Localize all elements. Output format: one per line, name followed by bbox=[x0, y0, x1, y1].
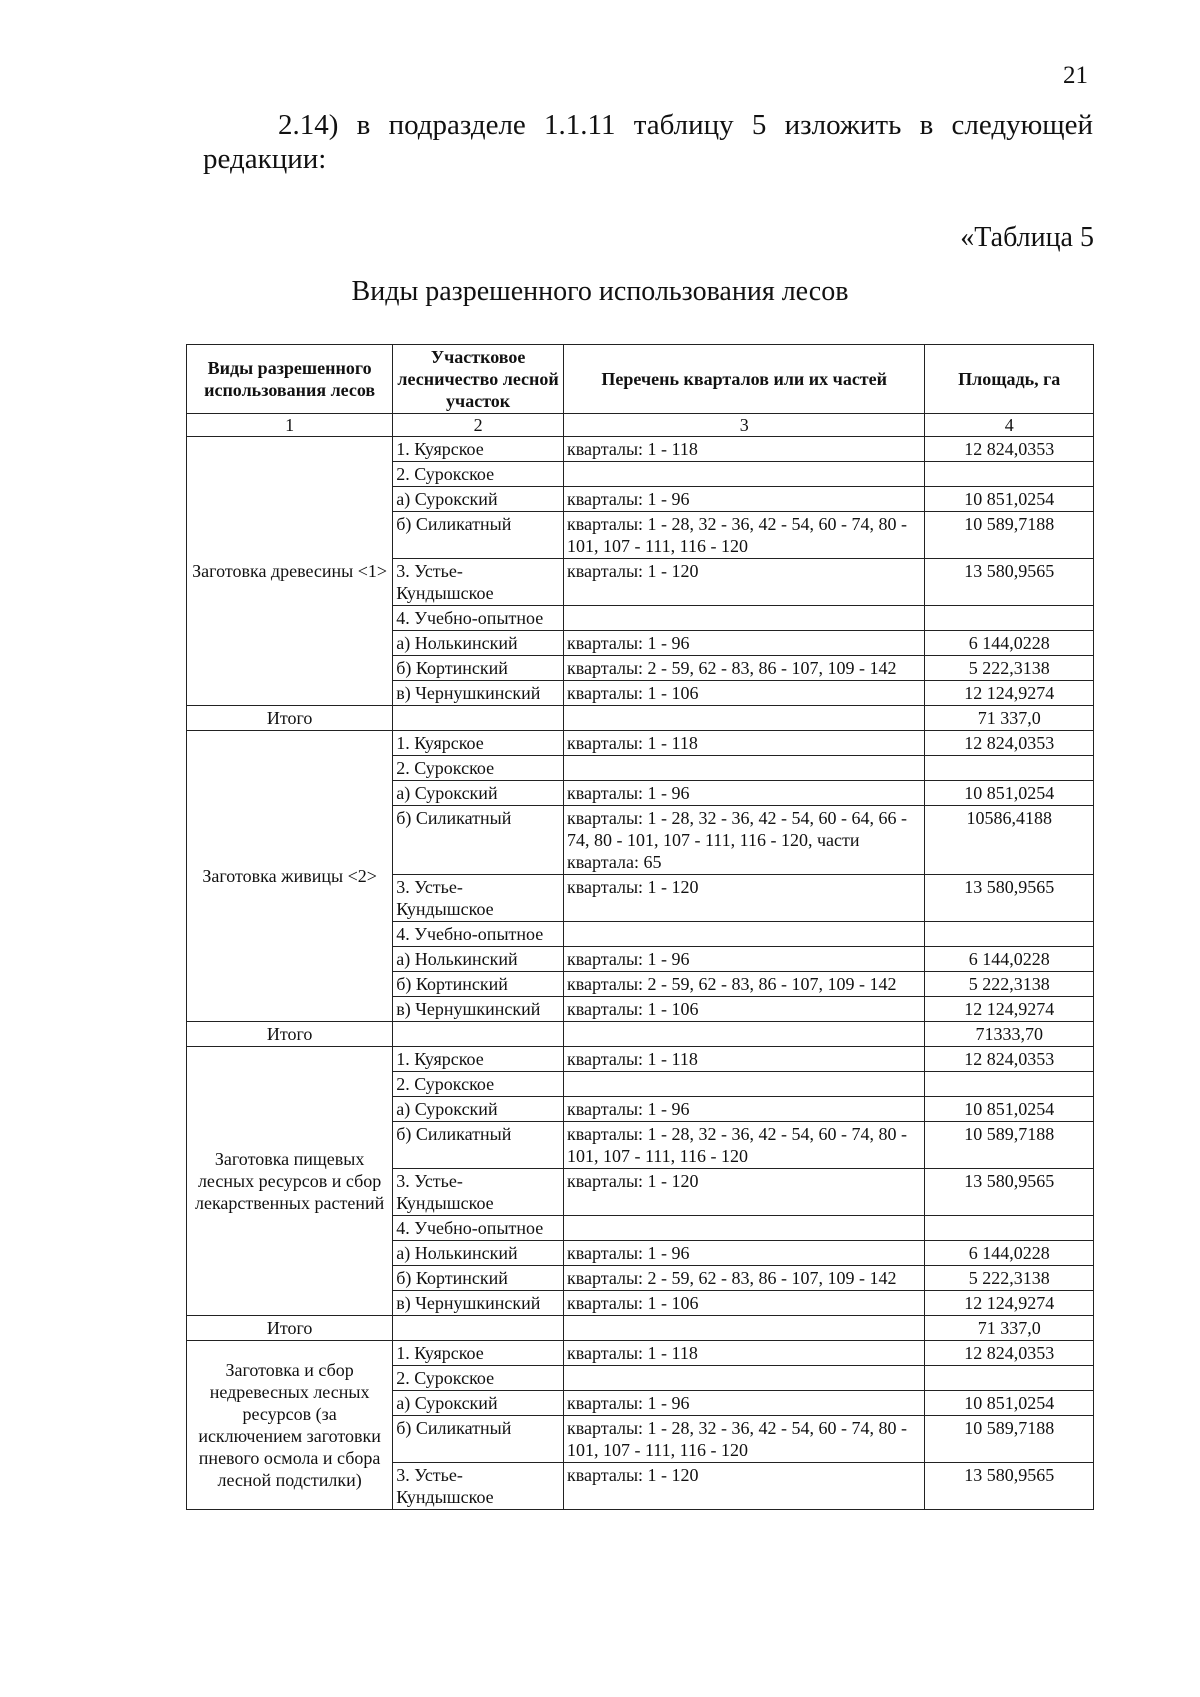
forestry-cell: а) Нолькинский bbox=[393, 1241, 564, 1266]
forestry-cell: 3. Устье-Кундышское bbox=[393, 1463, 564, 1510]
forestry-cell: 4. Учебно-опытное bbox=[393, 606, 564, 631]
quarters-cell bbox=[563, 756, 924, 781]
forest-use-table bbox=[186, 344, 1094, 1510]
quarters-cell: кварталы: 2 - 59, 62 - 83, 86 - 107, 109 - 142 bbox=[563, 656, 924, 681]
quarters-cell: кварталы: 2 - 59, 62 - 83, 86 - 107, 109 - 142 bbox=[563, 1266, 924, 1291]
empty-cell bbox=[393, 1022, 564, 1047]
area-cell: 13 580,9565 bbox=[925, 875, 1094, 922]
use-type-cell: Заготовка древесины <1> bbox=[187, 437, 393, 706]
area-cell bbox=[925, 1366, 1094, 1391]
area-cell: 6 144,0228 bbox=[925, 947, 1094, 972]
table-title: Виды разрешенного использования лесов bbox=[351, 276, 849, 307]
area-cell: 5 222,3138 bbox=[925, 1266, 1094, 1291]
table-body bbox=[187, 437, 1094, 1510]
forestry-cell: 2. Сурокское bbox=[393, 756, 564, 781]
quarters-cell: кварталы: 1 - 96 bbox=[563, 781, 924, 806]
area-cell: 12 824,0353 bbox=[925, 731, 1094, 756]
quarters-cell: кварталы: 1 - 118 bbox=[563, 731, 924, 756]
header-use-type: Виды разрешенного использования лесов bbox=[187, 345, 393, 414]
area-cell: 12 124,9274 bbox=[925, 997, 1094, 1022]
quarters-cell: кварталы: 1 - 28, 32 - 36, 42 - 54, 60 - 74, 80 - 101, 107 - 111, 116 - 120 bbox=[563, 512, 924, 559]
column-number: 1 bbox=[187, 414, 393, 437]
column-number-row bbox=[187, 414, 1094, 437]
total-area: 71 337,0 bbox=[925, 706, 1094, 731]
forestry-cell: 2. Сурокское bbox=[393, 462, 564, 487]
forestry-cell: 2. Сурокское bbox=[393, 1366, 564, 1391]
column-number: 3 bbox=[563, 414, 924, 437]
quarters-cell: кварталы: 1 - 96 bbox=[563, 947, 924, 972]
area-cell bbox=[925, 462, 1094, 487]
forestry-cell: 3. Устье-Кундышское bbox=[393, 875, 564, 922]
forestry-cell: б) Кортинский bbox=[393, 1266, 564, 1291]
quarters-cell bbox=[563, 1072, 924, 1097]
area-cell bbox=[925, 756, 1094, 781]
total-area: 71 337,0 bbox=[925, 1316, 1094, 1341]
header-quarters: Перечень кварталов или их частей bbox=[563, 345, 924, 414]
quarters-cell bbox=[563, 1366, 924, 1391]
area-cell: 10 851,0254 bbox=[925, 1391, 1094, 1416]
area-cell: 13 580,9565 bbox=[925, 1169, 1094, 1216]
total-row bbox=[187, 706, 1094, 731]
area-cell: 12 124,9274 bbox=[925, 1291, 1094, 1316]
forestry-cell: 1. Куярское bbox=[393, 1047, 564, 1072]
quarters-cell: кварталы: 1 - 96 bbox=[563, 1391, 924, 1416]
forestry-cell: 1. Куярское bbox=[393, 1341, 564, 1366]
area-cell bbox=[925, 1216, 1094, 1241]
quarters-cell: кварталы: 1 - 96 bbox=[563, 1097, 924, 1122]
forestry-cell: 4. Учебно-опытное bbox=[393, 922, 564, 947]
area-cell: 10 589,7188 bbox=[925, 512, 1094, 559]
quarters-cell: кварталы: 1 - 106 bbox=[563, 681, 924, 706]
quarters-cell bbox=[563, 1216, 924, 1241]
quarters-cell: кварталы: 2 - 59, 62 - 83, 86 - 107, 109 - 142 bbox=[563, 972, 924, 997]
quarters-cell bbox=[563, 462, 924, 487]
column-number: 4 bbox=[925, 414, 1094, 437]
quarters-cell: кварталы: 1 - 118 bbox=[563, 1047, 924, 1072]
forestry-cell: 4. Учебно-опытное bbox=[393, 1216, 564, 1241]
area-cell: 12 824,0353 bbox=[925, 437, 1094, 462]
forestry-cell: 1. Куярское bbox=[393, 437, 564, 462]
area-cell: 13 580,9565 bbox=[925, 1463, 1094, 1510]
forestry-cell: в) Чернушкинский bbox=[393, 997, 564, 1022]
quarters-cell: кварталы: 1 - 28, 32 - 36, 42 - 54, 60 - 74, 80 - 101, 107 - 111, 116 - 120 bbox=[563, 1122, 924, 1169]
forestry-cell: б) Силикатный bbox=[393, 806, 564, 875]
area-cell: 12 124,9274 bbox=[925, 681, 1094, 706]
area-cell: 5 222,3138 bbox=[925, 656, 1094, 681]
empty-cell bbox=[563, 1022, 924, 1047]
area-cell: 13 580,9565 bbox=[925, 559, 1094, 606]
table-row bbox=[187, 437, 1094, 462]
forestry-cell: а) Нолькинский bbox=[393, 947, 564, 972]
quarters-cell: кварталы: 1 - 28, 32 - 36, 42 - 54, 60 - 74, 80 - 101, 107 - 111, 116 - 120 bbox=[563, 1416, 924, 1463]
total-row bbox=[187, 1316, 1094, 1341]
intro-paragraph bbox=[203, 108, 1093, 176]
use-type-cell: Заготовка пищевых лесных ресурсов и сбор лекарственных растений bbox=[187, 1047, 393, 1316]
area-cell bbox=[925, 606, 1094, 631]
area-cell: 12 824,0353 bbox=[925, 1341, 1094, 1366]
area-cell: 6 144,0228 bbox=[925, 631, 1094, 656]
intro-line-2: редакции: bbox=[203, 143, 327, 175]
forestry-cell: б) Кортинский bbox=[393, 656, 564, 681]
header-area: Площадь, га bbox=[925, 345, 1094, 414]
forestry-cell: б) Силикатный bbox=[393, 1416, 564, 1463]
empty-cell bbox=[393, 1316, 564, 1341]
quarters-cell: кварталы: 1 - 118 bbox=[563, 437, 924, 462]
area-cell: 10 851,0254 bbox=[925, 781, 1094, 806]
use-type-cell: Заготовка и сбор недревесных лесных ресурсов (за исключением заготовки пневого осмола и сбора лесной подстилки) bbox=[187, 1341, 393, 1510]
forestry-cell: 2. Сурокское bbox=[393, 1072, 564, 1097]
intro-line-1: 2.14) в подразделе 1.1.11 таблицу 5 изложить в следующей bbox=[278, 109, 1093, 141]
total-label: Итого bbox=[187, 706, 393, 731]
total-label: Итого bbox=[187, 1316, 393, 1341]
forestry-cell: а) Сурокский bbox=[393, 487, 564, 512]
header-forestry: Участковое лесничество лесной участок bbox=[393, 345, 564, 414]
column-number: 2 bbox=[393, 414, 564, 437]
header-row bbox=[187, 345, 1094, 414]
table-row bbox=[187, 731, 1094, 756]
quarters-cell: кварталы: 1 - 28, 32 - 36, 42 - 54, 60 - 64, 66 - 74, 80 - 101, 107 - 111, 116 - 120, части квартала: 65 bbox=[563, 806, 924, 875]
quarters-cell: кварталы: 1 - 96 bbox=[563, 1241, 924, 1266]
forestry-cell: б) Кортинский bbox=[393, 972, 564, 997]
total-row bbox=[187, 1022, 1094, 1047]
area-cell: 10586,4188 bbox=[925, 806, 1094, 875]
quarters-cell: кварталы: 1 - 96 bbox=[563, 631, 924, 656]
forestry-cell: 3. Устье-Кундышское bbox=[393, 559, 564, 606]
quarters-cell: кварталы: 1 - 120 bbox=[563, 1463, 924, 1510]
area-cell: 10 851,0254 bbox=[925, 487, 1094, 512]
quarters-cell: кварталы: 1 - 96 bbox=[563, 487, 924, 512]
quarters-cell: кварталы: 1 - 120 bbox=[563, 875, 924, 922]
area-cell: 6 144,0228 bbox=[925, 1241, 1094, 1266]
forestry-cell: б) Силикатный bbox=[393, 1122, 564, 1169]
forestry-cell: в) Чернушкинский bbox=[393, 681, 564, 706]
quarters-cell: кварталы: 1 - 106 bbox=[563, 1291, 924, 1316]
area-cell: 5 222,3138 bbox=[925, 972, 1094, 997]
forestry-cell: а) Сурокский bbox=[393, 1391, 564, 1416]
forestry-cell: б) Силикатный bbox=[393, 512, 564, 559]
quarters-cell bbox=[563, 922, 924, 947]
empty-cell bbox=[563, 706, 924, 731]
area-cell: 10 589,7188 bbox=[925, 1416, 1094, 1463]
forestry-cell: а) Нолькинский bbox=[393, 631, 564, 656]
forestry-cell: 1. Куярское bbox=[393, 731, 564, 756]
area-cell bbox=[925, 922, 1094, 947]
area-cell bbox=[925, 1072, 1094, 1097]
empty-cell bbox=[393, 706, 564, 731]
empty-cell bbox=[563, 1316, 924, 1341]
table-row bbox=[187, 1341, 1094, 1366]
quarters-cell: кварталы: 1 - 120 bbox=[563, 559, 924, 606]
total-label: Итого bbox=[187, 1022, 393, 1047]
table-label: «Таблица 5 bbox=[960, 222, 1094, 253]
quarters-cell bbox=[563, 606, 924, 631]
quarters-cell: кварталы: 1 - 120 bbox=[563, 1169, 924, 1216]
total-area: 71333,70 bbox=[925, 1022, 1094, 1047]
use-type-cell: Заготовка живицы <2> bbox=[187, 731, 393, 1022]
forestry-cell: в) Чернушкинский bbox=[393, 1291, 564, 1316]
page-number: 21 bbox=[1063, 62, 1088, 89]
forestry-cell: а) Сурокский bbox=[393, 1097, 564, 1122]
forestry-cell: 3. Устье-Кундышское bbox=[393, 1169, 564, 1216]
quarters-cell: кварталы: 1 - 106 bbox=[563, 997, 924, 1022]
forestry-cell: а) Сурокский bbox=[393, 781, 564, 806]
area-cell: 10 851,0254 bbox=[925, 1097, 1094, 1122]
area-cell: 10 589,7188 bbox=[925, 1122, 1094, 1169]
area-cell: 12 824,0353 bbox=[925, 1047, 1094, 1072]
quarters-cell: кварталы: 1 - 118 bbox=[563, 1341, 924, 1366]
table-row bbox=[187, 1047, 1094, 1072]
